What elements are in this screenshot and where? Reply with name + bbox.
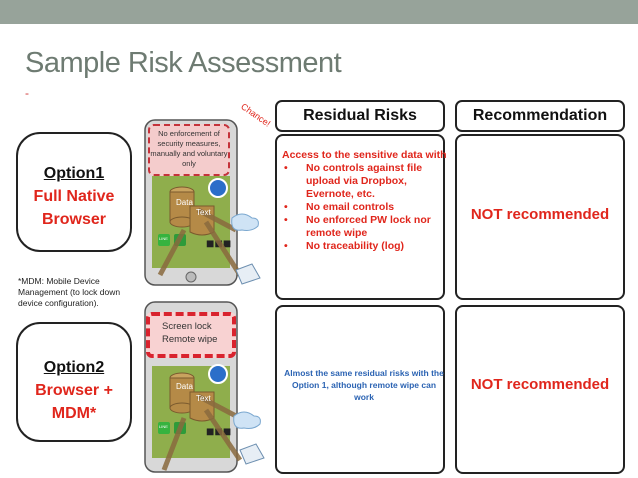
- screen-lock-label: Screen lock: [162, 321, 212, 332]
- svg-text:■■■: ■■■: [206, 423, 232, 439]
- line-app-label: LINE: [159, 424, 168, 429]
- remote-wipe-label: Remote wipe: [162, 334, 218, 345]
- recommendation-option1: NOT recommended: [470, 206, 610, 223]
- top-banner: [0, 0, 638, 24]
- option1-desc-line2: Browser: [41, 211, 107, 228]
- option2-desc-line2: MDM*: [51, 405, 97, 422]
- line-app-label: LINE: [159, 236, 168, 241]
- svg-text:■■■: ■■■: [206, 235, 232, 251]
- slide-title: Sample Risk Assessment: [25, 47, 342, 79]
- risk-item: • No controls against file upload via Dropbox, Evernote, etc.: [282, 162, 452, 201]
- risk-item: • No email controls: [282, 201, 452, 214]
- recommendation-header: Recommendation: [455, 100, 625, 132]
- risk-item: • No traceability (log): [282, 240, 452, 253]
- subtitle-mark: -: [25, 86, 29, 100]
- risk-item: • No enforced PW lock nor remote wipe: [282, 214, 452, 240]
- recommendation-option2: NOT recommended: [470, 376, 610, 393]
- option2-name: Option2: [43, 359, 105, 376]
- option1-desc-line1: Full Native: [33, 188, 115, 205]
- data-label: Data: [176, 198, 193, 207]
- risk-intro: Access to the sensitive data with: [282, 149, 447, 161]
- residual-risks-option2: Almost the same residual risks with the Option 1, although remote wipe can work: [284, 368, 444, 402]
- residual-risks-option1: [282, 149, 452, 253]
- callout-no-enforcement: No enforcement of security measures, manually and voluntary only: [148, 124, 230, 176]
- risk-list: [282, 162, 452, 253]
- text-label: Text: [196, 208, 211, 217]
- callout-screen-lock: [146, 312, 236, 358]
- option1-box: [16, 132, 132, 252]
- text-label: Text: [196, 394, 211, 403]
- option2-desc-line1: Browser +: [35, 382, 113, 399]
- mdm-footnote: *MDM: Mobile Device Management (to lock down device configuration).: [18, 276, 121, 308]
- chance-label: Chance!: [239, 101, 273, 129]
- option1-name: Option1: [43, 165, 105, 182]
- option2-box: [16, 322, 132, 442]
- data-label: Data: [176, 382, 193, 391]
- residual-risks-header: Residual Risks: [275, 100, 445, 132]
